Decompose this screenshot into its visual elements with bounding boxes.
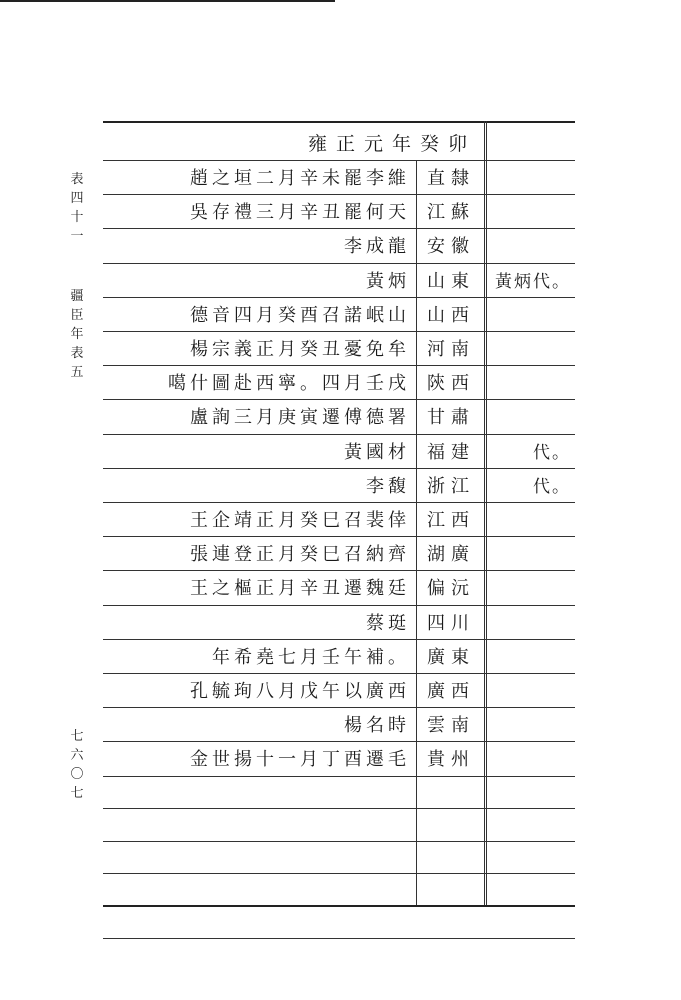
province-cell: 陝西 xyxy=(427,373,475,395)
page-number: 七六〇七 xyxy=(70,729,84,801)
note-cell xyxy=(488,298,575,330)
empty-row-divider xyxy=(103,841,575,842)
province-cell: 山西 xyxy=(427,304,475,326)
table-header-year: 雍正元年癸卯 xyxy=(307,132,476,155)
table-row xyxy=(103,708,575,740)
table-top-border xyxy=(103,121,575,123)
note-cell: 黃炳代。 xyxy=(495,272,571,293)
note-cell: 代。 xyxy=(533,477,571,498)
record-cell: 趙之垣二月辛未罷李維 xyxy=(190,168,410,189)
province-cell: 甘肅 xyxy=(427,407,475,429)
table-row xyxy=(103,264,575,296)
record-cell: 王之樞正月辛丑遷魏廷 xyxy=(190,578,410,600)
table-row xyxy=(103,298,575,330)
table-row xyxy=(103,503,575,535)
note-cell xyxy=(488,537,575,569)
table-row xyxy=(103,674,575,706)
province-cell: 偏沅 xyxy=(427,578,475,600)
note-cell xyxy=(488,571,575,603)
record-cell: 黃炳 xyxy=(366,270,410,292)
record-cell: 孔毓珣八月戊午以廣西 xyxy=(190,681,410,702)
table-row xyxy=(103,161,575,193)
province-cell: 直隸 xyxy=(427,168,475,189)
governors-table xyxy=(103,121,575,907)
table-row xyxy=(103,742,575,774)
note-cell xyxy=(488,195,575,227)
note-cell xyxy=(488,640,575,672)
column-divider xyxy=(484,121,485,905)
table-row xyxy=(103,332,575,364)
note-cell xyxy=(488,161,575,193)
record-cell: 張連登正月癸巳召納齊 xyxy=(190,544,410,566)
margin-title: 疆臣年表五 xyxy=(70,289,84,380)
record-cell: 李馥 xyxy=(366,475,410,497)
record-cell: 楊宗義正月癸丑憂免牟 xyxy=(190,339,410,360)
margin-section: 表四十一 xyxy=(70,172,84,244)
note-cell xyxy=(488,708,575,740)
record-cell: 年希堯七月壬午補。 xyxy=(212,646,410,668)
note-cell: 代。 xyxy=(533,443,571,464)
table-row xyxy=(103,195,575,227)
note-cell xyxy=(488,503,575,535)
top-rule xyxy=(0,0,335,2)
table-row xyxy=(103,366,575,398)
record-cell: 德音四月癸酉召諾岷山 xyxy=(190,304,410,326)
table-row xyxy=(103,229,575,261)
note-cell xyxy=(488,742,575,774)
table-row xyxy=(103,571,575,603)
province-cell: 廣西 xyxy=(427,681,475,702)
province-cell: 四川 xyxy=(427,612,475,634)
record-cell: 楊名時 xyxy=(344,715,410,737)
province-cell: 湖廣 xyxy=(427,544,475,566)
table-row xyxy=(103,537,575,569)
note-cell xyxy=(488,366,575,398)
column-divider xyxy=(486,121,487,905)
note-cell xyxy=(488,674,575,706)
record-cell: 盧詢三月庚寅遷傅德署 xyxy=(190,407,410,429)
province-cell: 福建 xyxy=(427,441,475,463)
province-cell: 山東 xyxy=(427,270,475,292)
empty-row-divider xyxy=(103,873,575,874)
note-cell xyxy=(488,606,575,638)
record-cell: 金世揚十一月丁酉遷毛 xyxy=(190,749,410,771)
table-row xyxy=(103,469,575,501)
record-cell: 李成龍 xyxy=(344,236,410,258)
column-divider xyxy=(416,160,417,905)
table-row xyxy=(103,400,575,432)
province-cell: 安徽 xyxy=(427,236,475,258)
table-row xyxy=(103,606,575,638)
province-cell: 江西 xyxy=(427,510,475,531)
record-cell: 蔡珽 xyxy=(366,612,410,634)
table-bottom-border xyxy=(103,905,575,907)
province-cell: 貴州 xyxy=(427,749,475,771)
record-cell: 黃國材 xyxy=(344,441,410,463)
note-cell xyxy=(488,400,575,432)
empty-row-divider xyxy=(103,808,575,809)
row-divider xyxy=(103,776,575,777)
empty-row-divider xyxy=(103,938,575,939)
record-cell: 噶什圖赴西寧。四月壬戌 xyxy=(168,373,410,395)
province-cell: 浙江 xyxy=(427,475,475,497)
note-cell xyxy=(488,229,575,261)
table-row xyxy=(103,435,575,467)
province-cell: 雲南 xyxy=(427,715,475,737)
province-cell: 河南 xyxy=(427,339,475,360)
province-cell: 廣東 xyxy=(427,646,475,668)
note-cell xyxy=(488,332,575,364)
province-cell: 江蘇 xyxy=(427,202,475,224)
table-row xyxy=(103,640,575,672)
record-cell: 王企靖正月癸巳召裴倖 xyxy=(190,510,410,531)
record-cell: 吳存禮三月辛丑罷何天 xyxy=(190,202,410,224)
